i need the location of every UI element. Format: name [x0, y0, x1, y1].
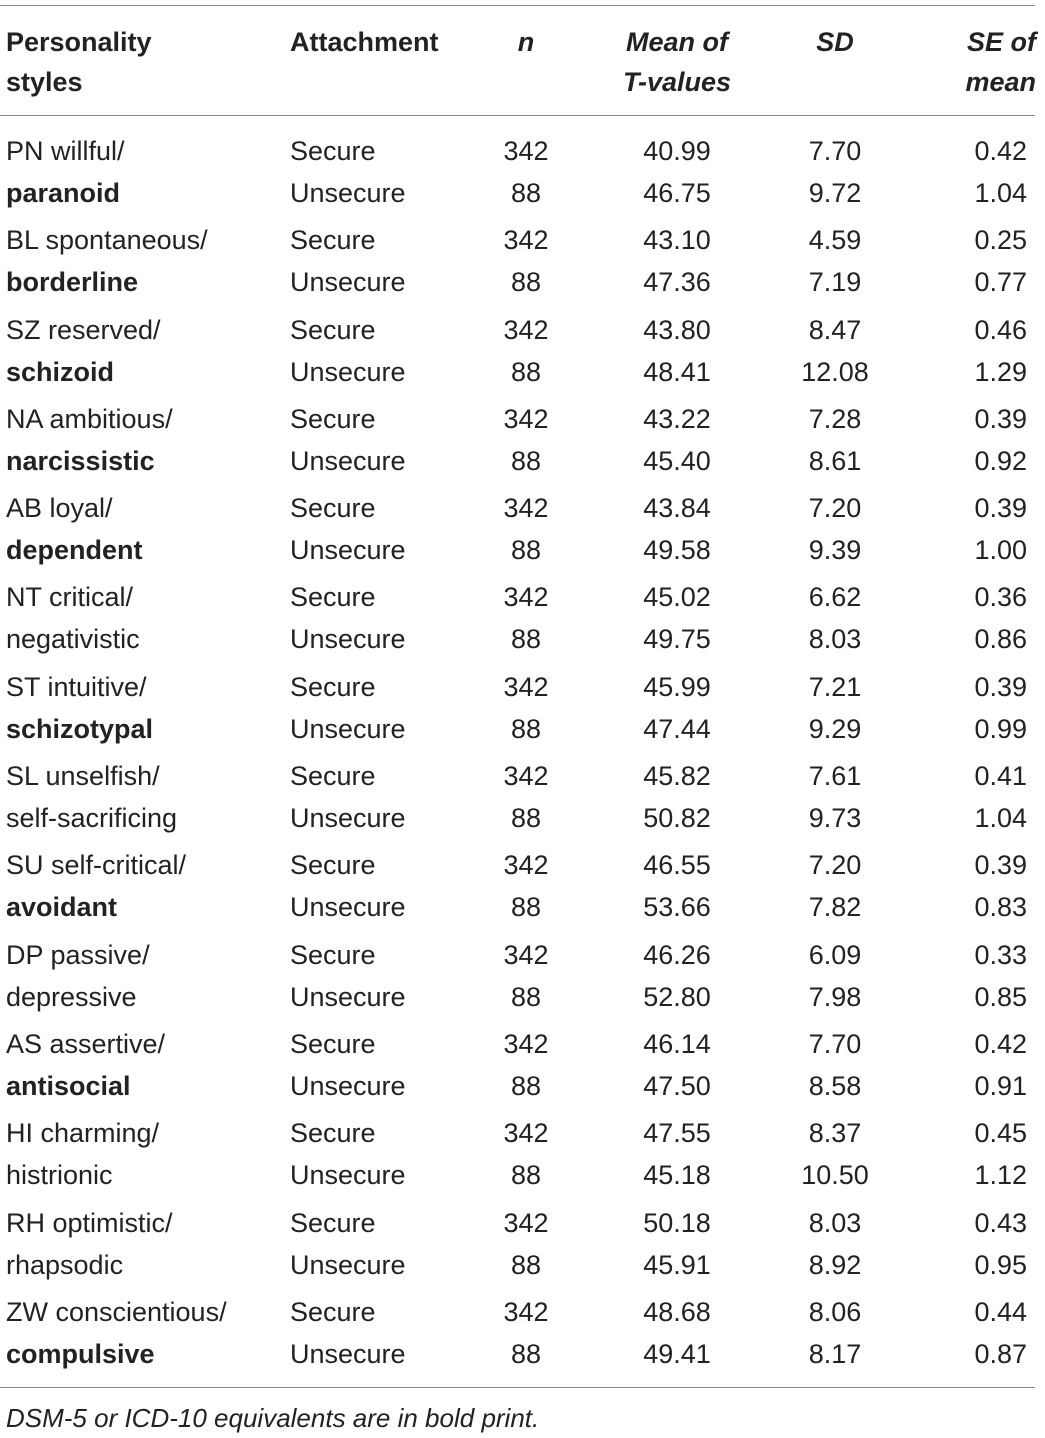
n-cell: 342 — [503, 1028, 549, 1059]
mean-cell: 45.99 — [643, 671, 711, 702]
table-footnote: DSM-5 or ICD-10 equivalents are in bold print. — [6, 1403, 540, 1433]
mean-cell: 43.10 — [643, 225, 711, 256]
n-cell: 88 — [510, 981, 542, 1012]
se-cell: 1.12 — [974, 1160, 1027, 1191]
n-cell: 342 — [503, 403, 549, 434]
mean-cell: 45.18 — [643, 1160, 711, 1191]
attachment-cell: Unsecure — [290, 624, 406, 655]
n-cell: 342 — [503, 939, 549, 970]
mean-cell: 45.40 — [643, 445, 711, 476]
table-row-group — [0, 1023, 1045, 1112]
attachment-cell: Secure — [290, 136, 376, 166]
n-cell: 88 — [510, 892, 542, 923]
se-cell: 0.44 — [974, 1296, 1027, 1327]
attachment-cell: Secure — [290, 582, 376, 613]
table-row-group — [0, 219, 1045, 308]
attachment-cell: Unsecure — [290, 178, 406, 208]
n-cell: 88 — [510, 1338, 542, 1369]
n-cell: 88 — [510, 356, 542, 387]
n-cell: 342 — [503, 1207, 549, 1238]
table-row-group — [0, 309, 1045, 398]
personality-style-line1: SU self-critical/ — [6, 850, 187, 881]
n-cell: 88 — [510, 1160, 542, 1191]
se-cell: 1.00 — [974, 535, 1027, 566]
mean-cell: 47.55 — [643, 1118, 711, 1149]
mean-cell: 50.18 — [643, 1207, 711, 1238]
se-cell: 0.46 — [974, 314, 1027, 345]
mean-cell: 50.82 — [643, 803, 711, 834]
table-row-group — [0, 934, 1045, 1023]
personality-style-line1: NA ambitious/ — [6, 403, 173, 434]
attachment-cell: Unsecure — [290, 892, 406, 923]
table-row-group — [0, 130, 1045, 219]
n-cell: 88 — [510, 535, 542, 566]
header-mean-t-values: Mean of T-values — [622, 27, 732, 97]
se-cell: 0.91 — [974, 1070, 1027, 1101]
personality-style-line1: NT critical/ — [6, 582, 134, 613]
sd-cell: 9.73 — [808, 803, 862, 834]
table-row-group — [0, 1112, 1045, 1201]
personality-style-line2: avoidant — [6, 892, 118, 923]
se-cell: 0.99 — [974, 713, 1027, 744]
se-cell: 1.04 — [974, 178, 1027, 208]
attachment-cell: Secure — [290, 939, 376, 970]
n-cell: 88 — [510, 713, 542, 744]
sd-cell: 7.82 — [808, 892, 862, 923]
attachment-cell: Unsecure — [290, 267, 406, 298]
attachment-cell: Secure — [290, 761, 376, 792]
table-row-group — [0, 576, 1045, 665]
n-cell: 342 — [503, 493, 549, 524]
sd-cell: 8.58 — [808, 1070, 862, 1101]
table-bottom-rule — [0, 1387, 1035, 1388]
attachment-cell: Secure — [290, 225, 376, 256]
sd-cell: 8.92 — [808, 1249, 862, 1280]
mean-cell: 43.22 — [643, 403, 711, 434]
mean-cell: 40.99 — [643, 136, 711, 166]
se-cell: 1.29 — [974, 356, 1027, 387]
sd-cell: 8.06 — [808, 1296, 862, 1327]
sd-cell: 8.17 — [808, 1338, 862, 1369]
personality-style-line1: PN willful/ — [6, 136, 125, 166]
se-cell: 0.92 — [974, 445, 1027, 476]
personality-style-line2: depressive — [6, 981, 137, 1012]
n-cell: 342 — [503, 671, 549, 702]
attachment-cell: Unsecure — [290, 1160, 406, 1191]
mean-cell: 45.91 — [643, 1249, 711, 1280]
se-cell: 1.04 — [974, 803, 1027, 834]
se-cell: 0.45 — [974, 1118, 1027, 1149]
attachment-cell: Unsecure — [290, 535, 406, 566]
attachment-cell: Unsecure — [290, 1338, 406, 1369]
mean-cell: 48.41 — [643, 356, 711, 387]
sd-cell: 9.39 — [808, 535, 862, 566]
n-cell: 342 — [503, 1296, 549, 1327]
personality-style-line1: SZ reserved/ — [6, 314, 161, 345]
n-cell: 88 — [510, 1249, 542, 1280]
personality-style-line2: negativistic — [6, 624, 140, 655]
personality-style-line2: compulsive — [6, 1338, 155, 1369]
personality-style-line2: paranoid — [6, 178, 121, 208]
n-cell: 88 — [510, 267, 542, 298]
personality-style-line2: schizotypal — [6, 713, 154, 744]
sd-cell: 7.19 — [808, 267, 862, 298]
personality-style-line2: narcissistic — [6, 445, 155, 476]
attachment-cell: Secure — [290, 1118, 376, 1149]
mean-cell: 43.80 — [643, 314, 711, 345]
sd-cell: 8.03 — [808, 1207, 862, 1238]
header-se-of-mean: SE of mean — [965, 27, 1036, 97]
se-cell: 0.39 — [974, 671, 1027, 702]
table-body — [0, 130, 1045, 1380]
attachment-cell: Unsecure — [290, 356, 406, 387]
n-cell: 88 — [510, 803, 542, 834]
personality-style-line2: dependent — [6, 535, 143, 566]
n-cell: 342 — [503, 225, 549, 256]
sd-cell: 7.21 — [808, 671, 862, 702]
personality-style-line1: ZW conscientious/ — [6, 1296, 227, 1327]
personality-style-line2: schizoid — [6, 356, 115, 387]
n-cell: 342 — [503, 314, 549, 345]
personality-style-line1: AB loyal/ — [6, 493, 113, 524]
se-cell: 0.95 — [974, 1249, 1027, 1280]
mean-cell: 49.41 — [643, 1338, 711, 1369]
sd-cell: 8.61 — [808, 445, 862, 476]
sd-cell: 7.28 — [808, 403, 862, 434]
attachment-cell: Unsecure — [290, 1249, 406, 1280]
mean-cell: 47.50 — [643, 1070, 711, 1101]
se-cell: 0.85 — [974, 981, 1027, 1012]
header-personality-styles: Personality styles — [6, 27, 152, 97]
mean-cell: 46.26 — [643, 939, 711, 970]
se-cell: 0.42 — [974, 136, 1027, 166]
personality-style-line1: SL unselfish/ — [6, 761, 160, 792]
attachment-cell: Secure — [290, 314, 376, 345]
se-cell: 0.25 — [974, 225, 1027, 256]
sd-cell: 10.50 — [801, 1160, 869, 1191]
sd-cell: 6.09 — [808, 939, 862, 970]
table-row-group — [0, 1291, 1045, 1380]
sd-cell: 9.72 — [808, 178, 862, 208]
personality-style-line2: borderline — [6, 267, 139, 298]
table-row-group — [0, 755, 1045, 844]
mean-cell: 46.55 — [643, 850, 711, 881]
personality-style-line2: rhapsodic — [6, 1249, 124, 1280]
se-cell: 0.42 — [974, 1028, 1027, 1059]
attachment-cell: Secure — [290, 671, 376, 702]
sd-cell: 7.61 — [808, 761, 862, 792]
attachment-cell: Unsecure — [290, 1070, 406, 1101]
table-row-group — [0, 398, 1045, 487]
mean-cell: 43.84 — [643, 493, 711, 524]
mean-cell: 46.14 — [643, 1028, 711, 1059]
sd-cell: 12.08 — [801, 356, 869, 387]
se-cell: 0.39 — [974, 850, 1027, 881]
mean-cell: 48.68 — [643, 1296, 711, 1327]
table-header — [0, 22, 1045, 104]
n-cell: 342 — [503, 761, 549, 792]
attachment-cell: Secure — [290, 1028, 376, 1059]
sd-cell: 4.59 — [808, 225, 862, 256]
n-cell: 88 — [510, 178, 542, 208]
n-cell: 88 — [510, 624, 542, 655]
sd-cell: 7.70 — [808, 136, 862, 166]
n-cell: 342 — [503, 1118, 549, 1149]
attachment-cell: Unsecure — [290, 445, 406, 476]
personality-style-line1: HI charming/ — [6, 1118, 160, 1149]
table-row-group — [0, 666, 1045, 755]
n-cell: 88 — [510, 445, 542, 476]
attachment-cell: Secure — [290, 403, 376, 434]
personality-style-line2: antisocial — [6, 1070, 131, 1101]
n-cell: 342 — [503, 582, 549, 613]
se-cell: 0.39 — [974, 403, 1027, 434]
sd-cell: 9.29 — [808, 713, 862, 744]
n-cell: 342 — [503, 850, 549, 881]
sd-cell: 8.47 — [808, 314, 862, 345]
table-row-group — [0, 487, 1045, 576]
mean-cell: 45.82 — [643, 761, 711, 792]
mean-cell: 45.02 — [643, 582, 711, 613]
personality-style-line1: ST intuitive/ — [6, 671, 147, 702]
header-sd: SD — [816, 27, 854, 57]
mean-cell: 46.75 — [643, 178, 711, 208]
sd-cell: 8.03 — [808, 624, 862, 655]
sd-cell: 7.20 — [808, 850, 862, 881]
se-cell: 0.86 — [974, 624, 1027, 655]
personality-style-line2: histrionic — [6, 1160, 113, 1191]
table-top-rule — [0, 5, 1035, 6]
attachment-cell: Unsecure — [290, 981, 406, 1012]
attachment-cell: Secure — [290, 1207, 376, 1238]
personality-style-line1: DP passive/ — [6, 939, 150, 970]
header-n: n — [517, 27, 535, 57]
attachment-cell: Unsecure — [290, 713, 406, 744]
attachment-cell: Unsecure — [290, 803, 406, 834]
header-attachment: Attachment — [290, 27, 439, 57]
se-cell: 0.83 — [974, 892, 1027, 923]
se-cell: 0.43 — [974, 1207, 1027, 1238]
sd-cell: 8.37 — [808, 1118, 862, 1149]
personality-style-line2: self-sacrificing — [6, 803, 178, 834]
se-cell: 0.77 — [974, 267, 1027, 298]
se-cell: 0.36 — [974, 582, 1027, 613]
mean-cell: 49.75 — [643, 624, 711, 655]
personality-style-line1: RH optimistic/ — [6, 1207, 173, 1238]
attachment-cell: Secure — [290, 850, 376, 881]
attachment-cell: Secure — [290, 493, 376, 524]
table-row-group — [0, 1202, 1045, 1291]
personality-style-line1: AS assertive/ — [6, 1028, 166, 1059]
mean-cell: 47.36 — [643, 267, 711, 298]
sd-cell: 6.62 — [808, 582, 862, 613]
mean-cell: 49.58 — [643, 535, 711, 566]
se-cell: 0.33 — [974, 939, 1027, 970]
n-cell: 342 — [503, 136, 549, 166]
se-cell: 0.87 — [974, 1338, 1027, 1369]
attachment-cell: Secure — [290, 1296, 376, 1327]
sd-cell: 7.70 — [808, 1028, 862, 1059]
header-rule — [0, 115, 1035, 116]
mean-cell: 47.44 — [643, 713, 711, 744]
sd-cell: 7.98 — [808, 981, 862, 1012]
sd-cell: 7.20 — [808, 493, 862, 524]
mean-cell: 53.66 — [643, 892, 711, 923]
n-cell: 88 — [510, 1070, 542, 1101]
mean-cell: 52.80 — [643, 981, 711, 1012]
personality-style-line1: BL spontaneous/ — [6, 225, 208, 256]
se-cell: 0.39 — [974, 493, 1027, 524]
table-row-group — [0, 844, 1045, 933]
se-cell: 0.41 — [974, 761, 1027, 792]
